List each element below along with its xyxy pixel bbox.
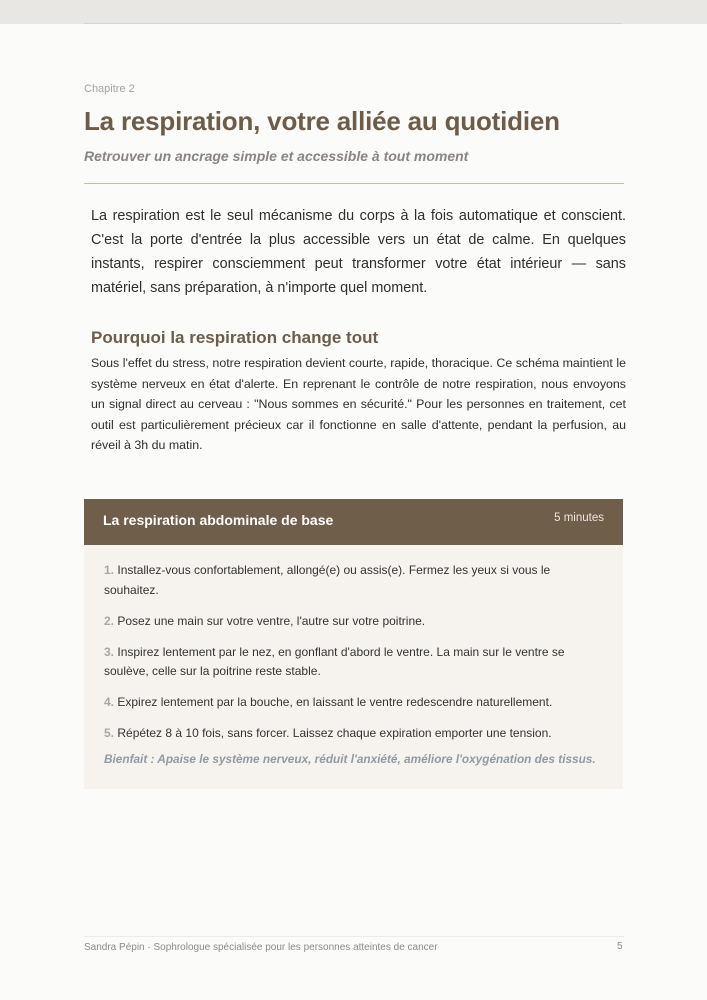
intro-paragraph: La respiration est le seul mécanisme du corps à la fois automatique et conscient. C'est la porte d'entrée la plus accessible vers un état de calme. En quelques instants, respirer consciemment peut transformer votre état intérieur — sans matériel, sans préparation, à n'importe quel moment.	[91, 208, 626, 296]
title-divider	[84, 183, 624, 184]
step-text: Posez une main sur votre ventre, l'autre sur votre poitrine.	[117, 613, 426, 628]
step-text: Expirez lentement par la bouche, en laissant le ventre redescendre naturellement.	[117, 695, 553, 709]
section-heading: Pourquoi la respiration change tout	[91, 328, 379, 347]
step-text: Installez-vous confortablement, allongé(e) ou assis(e). Fermez les yeux si vous le souhaitez.	[104, 563, 551, 597]
step-text: Répétez 8 à 10 fois, sans forcer. Laissez chaque expiration emporter une tension.	[117, 726, 552, 740]
exercise-benefit: Bienfait : Apaise le système nerveux, réduit l'anxiété, améliore l'oxygénation des tissus.	[104, 752, 596, 766]
exercise-step	[104, 693, 584, 713]
exercise-step	[104, 561, 584, 600]
chapter-subtitle: Retrouver un ancrage simple et accessible à tout moment	[84, 148, 469, 164]
chapter-title: La respiration, votre alliée au quotidien	[84, 106, 560, 136]
footer-author: Sandra Pépin · Sophrologue spécialisée pour les personnes atteintes de cancer	[84, 942, 438, 953]
exercise-card	[84, 499, 623, 789]
exercise-step	[104, 643, 584, 682]
step-text: Inspirez lentement par le nez, en gonflant d'abord le ventre. La main sur le ventre se soulève, celle sur la poitrine reste stable.	[104, 644, 565, 678]
page-number: 5	[617, 941, 623, 952]
exercise-header	[84, 499, 623, 545]
exercise-steps	[104, 561, 584, 755]
top-band	[0, 0, 707, 24]
exercise-step	[104, 724, 584, 744]
section-paragraph: Sous l'effet du stress, notre respiration devient courte, rapide, thoracique. Ce schéma maintient le système nerveux en état d'alerte. En reprenant le contrôle de notre respiration, nous envoyons un signal direct au cerveau : "Nous sommes en sécurité." Pour les personnes en traitement, cet outil est particulièrement précieux car il fonctionne en salle d'attente, pendant la perfusion, au réveil à 3h du matin.	[91, 356, 626, 452]
step-number: 2.	[104, 613, 115, 628]
exercise-title: La respiration abdominale de base	[103, 512, 334, 528]
step-number: 5.	[104, 726, 115, 740]
step-number: 3.	[104, 644, 115, 659]
exercise-step	[104, 612, 584, 632]
step-number: 1.	[104, 563, 115, 577]
top-divider	[84, 23, 622, 24]
step-number: 4.	[104, 695, 115, 709]
footer-divider	[84, 936, 624, 937]
exercise-duration: 5 minutes	[554, 512, 604, 524]
chapter-label: Chapitre 2	[84, 83, 135, 95]
